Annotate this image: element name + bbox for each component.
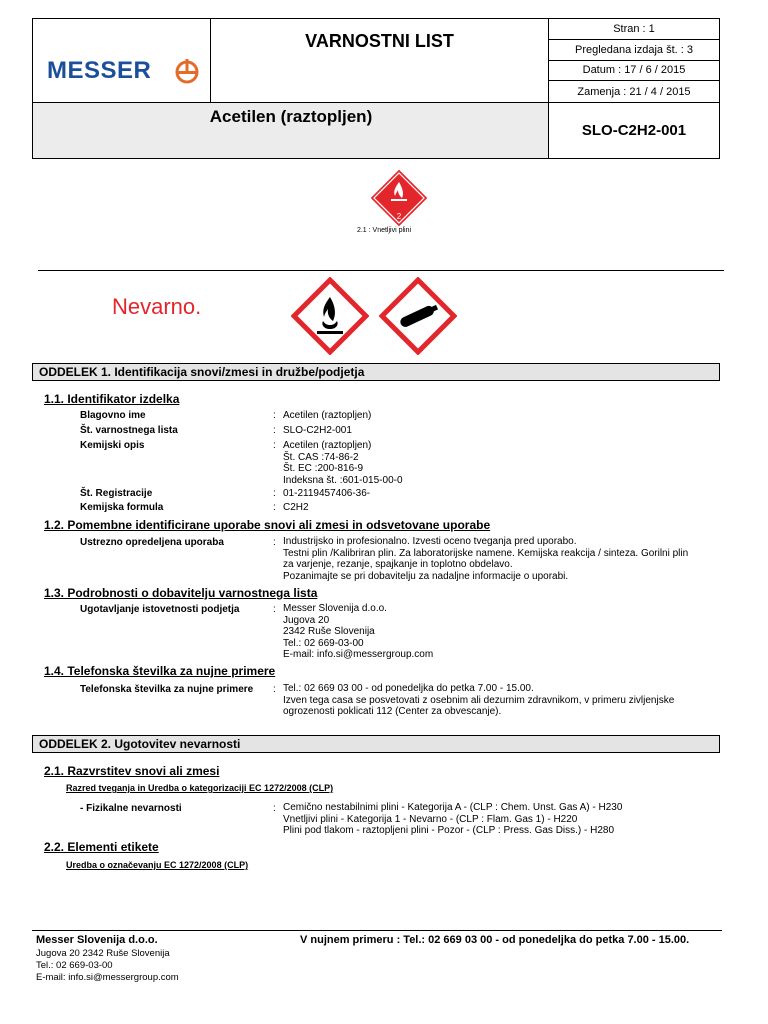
- regulation-label: Uredba o označevanju EC 1272/2008 (CLP): [66, 860, 249, 870]
- doc-title: VARNOSTNI LIST: [305, 31, 454, 51]
- colon: :: [273, 425, 276, 436]
- field-value: Industrijsko in profesionalno. Izvesti oceno tveganja pred uporabo. Testni plin /Kalibriran plin. Za laboratorijske namene. Kemijska reakcija / sinteza. Gorilni plin za varjenje, rezanje, spajkanje in toplotno obdelavo. Pozanimajte se pri dobavitelju za nadaljne informacije o uporabi.: [283, 536, 689, 582]
- footer-divider: [32, 930, 722, 931]
- class-number: 2: [396, 212, 402, 221]
- sds-header: [32, 18, 720, 159]
- meta-page: Stran : 1: [549, 19, 719, 40]
- signal-word: Nevarno.: [112, 294, 202, 319]
- field-label: - Fizikalne nevarnosti: [80, 803, 182, 814]
- meta-date: Datum : 17 / 6 / 2015: [549, 61, 719, 82]
- footer-company: Messer Slovenija d.o.o.: [36, 934, 158, 946]
- colon: :: [273, 537, 276, 548]
- field-label: Št. Registracije: [80, 488, 153, 499]
- field-label: Št. varnostnega lista: [80, 425, 178, 436]
- colon: :: [273, 410, 276, 421]
- ghs-gas-cylinder-icon: [379, 277, 457, 355]
- subsection-1-3-title: 1.3. Podrobnosti o dobavitelju varnostnega lista: [44, 586, 318, 600]
- doc-code: SLO-C2H2-001: [549, 102, 719, 158]
- field-label: Ugotavljanje istovetnosti podjetja: [80, 604, 240, 615]
- colon: :: [273, 604, 276, 615]
- product-band: [33, 102, 549, 158]
- subsection-2-2-title: 2.2. Elementi etikete: [44, 840, 159, 854]
- field-value: 01-2119457406-36-: [283, 488, 371, 499]
- field-label: Kemijski opis: [80, 440, 145, 451]
- colon: :: [273, 502, 276, 513]
- transport-caption: 2.1 : Vnetljivi plini: [356, 227, 412, 234]
- field-value: Cemično nestabilnimi plini - Kategorija A - (CLP : Chem. Unst. Gas A) - H230 Vnetljivi plini - Kategorija 1 - Nevarno - (CLP : Flam. Gas 1) - H220 Plini pod tlakom - raztopljeni plini - Pozor - (CLP : Press. Gas Diss.) - H280: [283, 802, 623, 836]
- field-label: Kemijska formula: [80, 502, 164, 513]
- field-value: Acetilen (raztopljen) Št. CAS :74-86-2 Št. EC :200-816-9 Indeksna št. :601-015-00-0: [283, 440, 403, 486]
- field-value: Messer Slovenija d.o.o. Jugova 20 2342 Ruše Slovenija Tel.: 02 669-03-00 E-mail: info.si@messergroup.com: [283, 603, 434, 660]
- product-title: Acetilen (raztopljen): [209, 107, 373, 126]
- subsection-1-4-title: 1.4. Telefonska številka za nujne primere: [44, 664, 276, 678]
- meta-supersedes: Zamenja : 21 / 4 / 2015: [577, 85, 691, 98]
- field-value: SLO-C2H2-001: [283, 425, 352, 436]
- meta-revision: Pregledana izdaja št. : 3: [549, 40, 719, 61]
- footer-address: Jugova 20 2342 Ruše Slovenija Tel.: 02 669-03-00 E-mail: info.si@messergroup.com: [36, 948, 179, 983]
- title-cell: [211, 19, 549, 102]
- field-label: Ustrezno opredeljena uporaba: [80, 537, 224, 548]
- section-1-header: ODDELEK 1. Identifikacija snovi/zmesi in družbe/podjetja: [32, 363, 720, 381]
- field-label: Blagovno ime: [80, 410, 146, 421]
- logo-cell: [33, 19, 211, 102]
- subsection-1-2-title: 1.2. Pomembne identificirane uporabe snovi ali zmesi in odsvetovane uporabe: [44, 518, 491, 532]
- meta-cell: [549, 19, 719, 102]
- colon: :: [273, 803, 276, 814]
- messer-logo-text: MESSER: [47, 57, 152, 84]
- subsection-2-1-title: 2.1. Razvrstitev snovi ali zmesi: [44, 764, 220, 778]
- field-label: Telefonska številka za nujne primere: [80, 684, 254, 695]
- divider: [38, 270, 724, 271]
- messer-logo-icon: [174, 59, 200, 85]
- footer-emergency: V nujnem primeru : Tel.: 02 669 03 00 - od ponedeljka do petka 7.00 - 15.00.: [300, 934, 690, 946]
- regulation-label: Razred tveganja in Uredba o kategorizaciji EC 1272/2008 (CLP): [66, 783, 334, 793]
- colon: :: [273, 488, 276, 499]
- colon: :: [273, 684, 276, 695]
- colon: :: [273, 440, 276, 451]
- section-2-header: ODDELEK 2. Ugotovitev nevarnosti: [32, 735, 720, 753]
- flammable-gas-diamond-icon: [369, 168, 429, 228]
- field-value: Tel.: 02 669 03 00 - od ponedeljka do petka 7.00 - 15.00. Izven tega casa se posvetovati z osebnim ali dezurnim zdravnikom, v primeru zivljenjske ogrozenosti poklicati 112 (Center za obvescanje).: [283, 683, 675, 717]
- field-value: Acetilen (raztopljen): [283, 410, 372, 421]
- field-value: C2H2: [283, 502, 309, 513]
- subsection-1-1-title: 1.1. Identifikator izdelka: [44, 392, 180, 406]
- ghs-flame-icon: [291, 277, 369, 355]
